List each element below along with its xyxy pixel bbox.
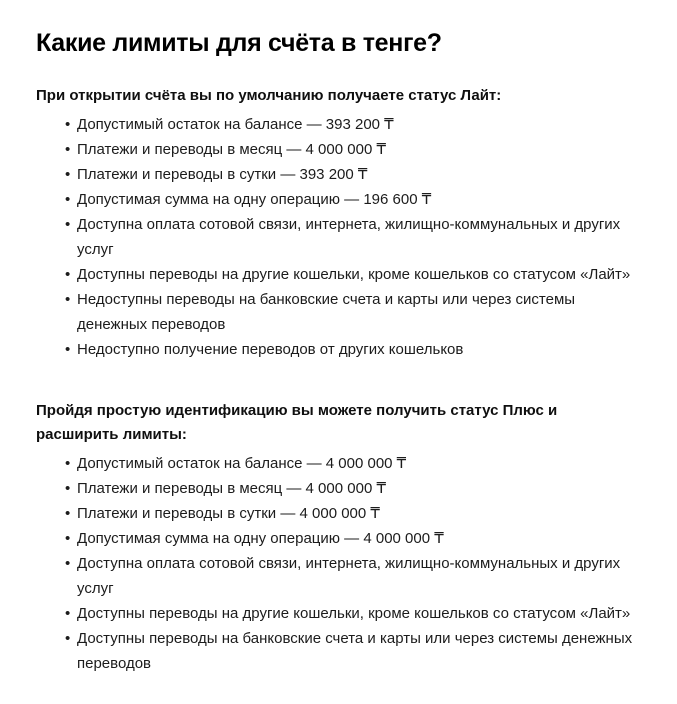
list-item: • Доступны переводы на банковские счета и карты или через системы денежных переводов <box>36 626 637 676</box>
list-item: • Платежи и переводы в сутки — 393 200 ₸ <box>36 162 637 187</box>
section-plus-status <box>36 399 637 676</box>
list-item: • Доступны переводы на другие кошельки, кроме кошельков со статусом «Лайт» <box>36 601 637 626</box>
section-light-status <box>36 84 637 362</box>
list-item: • Доступны переводы на другие кошельки, кроме кошельков со статусом «Лайт» <box>36 262 637 287</box>
list-item: • Допустимая сумма на одну операцию — 196 600 ₸ <box>36 187 637 212</box>
list-item: • Доступна оплата сотовой связи, интернета, жилищно-коммунальных и других услуг <box>36 551 637 601</box>
section-heading-plus: Пройдя простую идентификацию вы можете получить статус Плюс и расширить лимиты: <box>36 402 558 443</box>
list-item: • Платежи и переводы в сутки — 4 000 000 ₸ <box>36 501 637 526</box>
list-item: • Платежи и переводы в месяц — 4 000 000 ₸ <box>36 137 637 162</box>
section-heading-light: При открытии счёта вы по умолчанию получаете статус Лайт: <box>36 87 502 104</box>
list-item: • Недоступно получение переводов от других кошельков <box>36 337 637 362</box>
list-item: • Допустимый остаток на балансе — 4 000 000 ₸ <box>36 451 637 476</box>
list-item: • Платежи и переводы в месяц — 4 000 000 ₸ <box>36 476 637 501</box>
page-title: Какие лимиты для счёта в тенге? <box>36 29 442 57</box>
list-item: • Допустимая сумма на одну операцию — 4 000 000 ₸ <box>36 526 637 551</box>
limits-list-plus <box>36 451 637 676</box>
list-item: • Допустимый остаток на балансе — 393 200 ₸ <box>36 112 637 137</box>
limits-list-light <box>36 112 637 362</box>
list-item: • Доступна оплата сотовой связи, интернета, жилищно-коммунальных и других услуг <box>36 212 637 262</box>
list-item: • Недоступны переводы на банковские счета и карты или через системы денежных переводов <box>36 287 637 337</box>
